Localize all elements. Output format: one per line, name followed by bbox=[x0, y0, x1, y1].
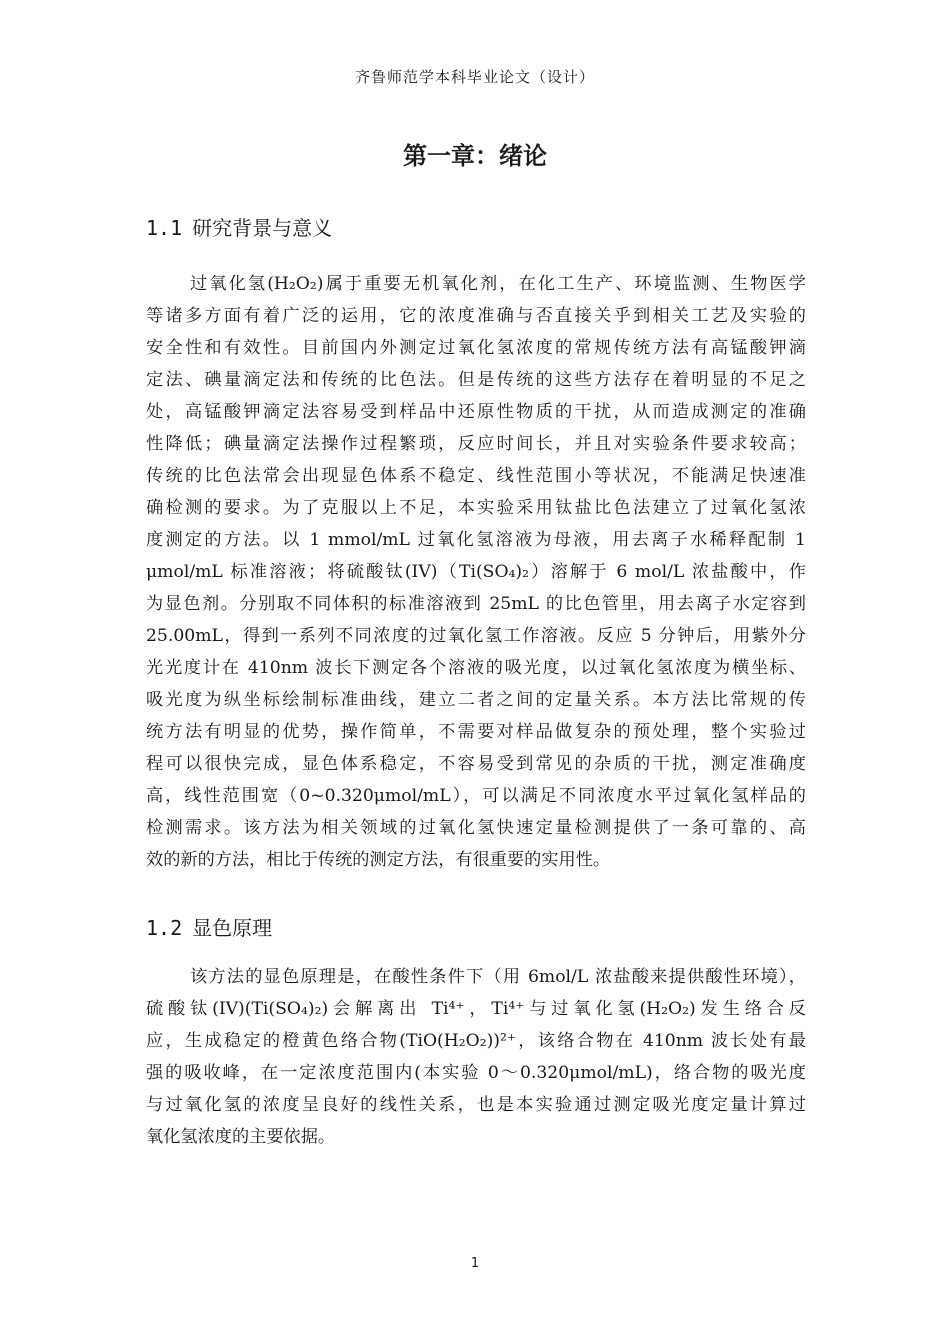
chapter-title: 第一章：绪论 bbox=[403, 142, 547, 170]
paragraph-line: 氧化氢浓度的主要依据。 bbox=[146, 1127, 336, 1147]
paragraph-line: 度测定的方法。以 1 mmol/mL 过氧化氢溶液为母液，用去离子水稀释配制 1 bbox=[146, 530, 806, 550]
paragraph-line: 定法、碘量滴定法和传统的比色法。但是传统的这些方法存在着明显的不足之 bbox=[146, 370, 806, 390]
paragraph-line: 与过氧化氢的浓度呈良好的线性关系，也是本实验通过测定吸光度定量计算过 bbox=[146, 1095, 806, 1115]
section-title: 显色原理 bbox=[192, 916, 273, 940]
paragraph-principle bbox=[146, 961, 806, 1153]
paragraph-line: μmol/mL 标准溶液；将硫酸钛(IV)（Ti(SO₄)₂）溶解于 6 mol/L 浓盐酸中，作 bbox=[146, 562, 806, 582]
paragraph-line: 过氧化氢(H₂O₂)属于重要无机氧化剂，在化工生产、环境监测、生物医学 bbox=[190, 274, 806, 294]
paragraph-line: 吸光度为纵坐标绘制标准曲线，建立二者之间的定量关系。本方法比常规的传 bbox=[146, 690, 806, 710]
section-number: 1.1 bbox=[146, 216, 183, 240]
section-heading-1-1 bbox=[146, 212, 332, 241]
page-number: 1 bbox=[470, 1256, 480, 1271]
paragraph-line: 25.00mL，得到一系列不同浓度的过氧化氢工作溶液。反应 5 分钟后，用紫外分 bbox=[146, 626, 806, 646]
paragraph-line: 强的吸收峰，在一定浓度范围内(本实验 0～0.320μmol/mL)，络合物的吸光度 bbox=[146, 1063, 806, 1083]
section-heading-1-2 bbox=[146, 912, 272, 941]
paragraph-line: 应，生成稳定的橙黄色络合物(TiO(H₂O₂))²⁺，该络合物在 410nm 波长处有最 bbox=[146, 1031, 806, 1051]
paragraph-line: 统方法有明显的优势，操作简单，不需要对样品做复杂的预处理，整个实验过 bbox=[146, 722, 806, 742]
paragraph-line: 光光度计在 410nm 波长下测定各个溶液的吸光度，以过氧化氢浓度为横坐标、 bbox=[146, 658, 806, 678]
paragraph-line: 该方法的显色原理是，在酸性条件下（用 6mol/L 浓盐酸来提供酸性环境）， bbox=[190, 967, 806, 987]
paragraph-line: 检测需求。该方法为相关领域的过氧化氢快速定量检测提供了一条可靠的、高 bbox=[146, 818, 806, 838]
section-title: 研究背景与意义 bbox=[192, 216, 333, 240]
paragraph-line: 为显色剂。分别取不同体积的标准溶液到 25mL 的比色管里，用去离子水定容到 bbox=[146, 594, 806, 614]
paragraph-background bbox=[146, 268, 806, 876]
paragraph-line: 硫酸钛(IV)(Ti(SO₄)₂)会解离出 Ti⁴⁺，Ti⁴⁺与过氧化氢(H₂O₂)发生络合反 bbox=[146, 999, 806, 1019]
paragraph-line: 安全性和有效性。目前国内外测定过氧化氢浓度的常规传统方法有高锰酸钾滴 bbox=[146, 338, 806, 358]
paragraph-line: 程可以很快完成，显色体系稳定，不容易受到常见的杂质的干扰，测定准确度 bbox=[146, 754, 806, 774]
paragraph-line: 确检测的要求。为了克服以上不足，本实验采用钛盐比色法建立了过氧化氢浓 bbox=[146, 498, 806, 518]
paragraph-line: 效的新的方法，相比于传统的测定方法，有很重要的实用性。 bbox=[146, 850, 611, 870]
paragraph-line: 处，高锰酸钾滴定法容易受到样品中还原性物质的干扰，从而造成测定的准确 bbox=[146, 402, 806, 422]
paragraph-line: 性降低；碘量滴定法操作过程繁琐，反应时间长，并且对实验条件要求较高； bbox=[146, 434, 806, 454]
paragraph-line: 等诸多方面有着广泛的运用，它的浓度准确与否直接关乎到相关工艺及实验的 bbox=[146, 306, 806, 326]
section-number: 1.2 bbox=[146, 916, 183, 940]
paragraph-line: 传统的比色法常会出现显色体系不稳定、线性范围小等状况，不能满足快速准 bbox=[146, 466, 806, 486]
running-header: 齐鲁师范学本科毕业论文（设计） bbox=[354, 68, 595, 86]
paragraph-line: 高，线性范围宽（0~0.320μmol/mL），可以满足不同浓度水平过氧化氢样品的 bbox=[146, 786, 806, 806]
